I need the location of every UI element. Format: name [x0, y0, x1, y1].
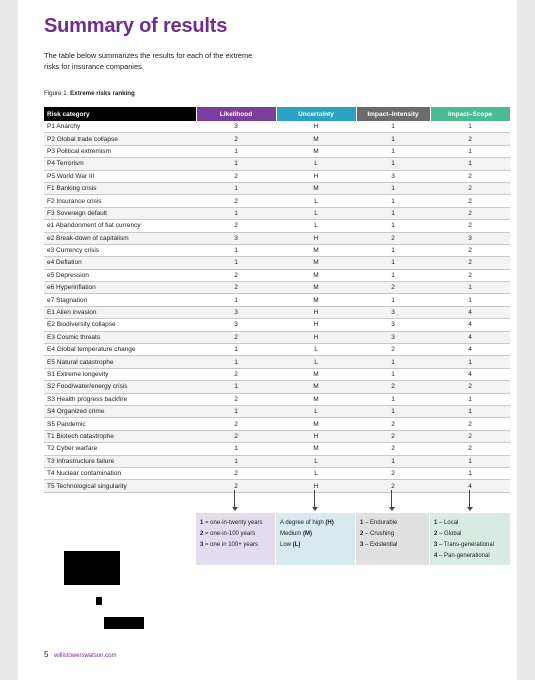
table-row — [44, 467, 510, 479]
risk-category-cell: S4 Organized crime — [44, 405, 196, 417]
risk-category-cell: T5 Technological singularity — [44, 480, 196, 492]
legend-line — [280, 529, 355, 540]
uncertainty-cell: L — [276, 405, 356, 417]
likelihood-cell: 1 — [196, 182, 276, 194]
uncertainty-cell: L — [276, 207, 356, 219]
legend-line — [434, 551, 510, 562]
legend-text: – Endurable — [363, 520, 398, 526]
risk-category-cell: P5 World War III — [44, 170, 196, 182]
legend-text: A degree of high — [280, 520, 326, 526]
likelihood-cell: 1 — [196, 344, 276, 356]
likelihood-cell: 2 — [196, 418, 276, 430]
intensity-cell: 3 — [356, 170, 430, 182]
document-page — [18, 0, 517, 680]
intensity-cell: 1 — [356, 405, 430, 417]
table-row — [44, 158, 510, 170]
likelihood-cell: 3 — [196, 121, 276, 133]
uncertainty-cell: L — [276, 158, 356, 170]
scope-cell: 2 — [430, 430, 510, 442]
legend-line — [360, 518, 429, 529]
likelihood-cell: 2 — [196, 269, 276, 281]
table-row — [44, 133, 510, 145]
table-row — [44, 257, 510, 269]
legend-text: – Trans-generational — [437, 542, 495, 548]
risk-category-cell: F2 Insurance crisis — [44, 195, 196, 207]
intensity-cell: 1 — [356, 356, 430, 368]
intensity-cell: 1 — [356, 182, 430, 194]
scope-cell: 2 — [430, 418, 510, 430]
table-row — [44, 443, 510, 455]
risk-category-cell: E3 Cosmic threats — [44, 331, 196, 343]
legend-text: = one-in-twenty years — [203, 520, 263, 526]
scope-cell: 2 — [430, 269, 510, 281]
uncertainty-cell: L — [276, 220, 356, 232]
legend-key: (L) — [292, 542, 301, 548]
table-row — [44, 207, 510, 219]
legend-line — [434, 529, 510, 540]
intensity-cell: 1 — [356, 393, 430, 405]
uncertainty-cell: H — [276, 480, 356, 492]
risk-category-cell: E4 Global temperature change — [44, 344, 196, 356]
scope-cell: 4 — [430, 344, 510, 356]
legend-text: – Existential — [363, 542, 398, 548]
likelihood-cell: 2 — [196, 430, 276, 442]
intensity-cell: 2 — [356, 381, 430, 393]
legend-text: Medium — [280, 531, 304, 537]
likelihood-cell: 1 — [196, 244, 276, 256]
risk-category-cell: P2 Global trade collapse — [44, 133, 196, 145]
legend-line — [360, 529, 429, 540]
legend-line — [200, 529, 275, 540]
risk-category-cell: e4 Deflation — [44, 257, 196, 269]
risk-category-cell: F3 Sovereign default — [44, 207, 196, 219]
likelihood-cell: 1 — [196, 443, 276, 455]
table-row — [44, 418, 510, 430]
intensity-cell: 1 — [356, 158, 430, 170]
scope-cell: 1 — [430, 145, 510, 157]
likelihood-cell: 3 — [196, 232, 276, 244]
likelihood-cell: 2 — [196, 220, 276, 232]
table-row — [44, 356, 510, 368]
uncertainty-cell: M — [276, 244, 356, 256]
intensity-cell: 1 — [356, 207, 430, 219]
intensity-cell: 3 — [356, 331, 430, 343]
risk-category-cell: e3 Currency crisis — [44, 244, 196, 256]
legend-key: 2 — [360, 531, 364, 537]
likelihood-cell: 1 — [196, 455, 276, 467]
scope-cell: 2 — [430, 257, 510, 269]
uncertainty-cell: H — [276, 306, 356, 318]
scope-arrow — [469, 490, 470, 508]
page-footer — [44, 650, 116, 659]
likelihood-cell: 2 — [196, 393, 276, 405]
risk-category-cell: T4 Nuclear contamination — [44, 467, 196, 479]
intensity-cell: 1 — [356, 257, 430, 269]
uncertainty-cell: H — [276, 319, 356, 331]
likelihood-cell: 2 — [196, 195, 276, 207]
table-row — [44, 282, 510, 294]
risk-category-cell: S2 Food/water/energy crisis — [44, 381, 196, 393]
uncertainty-cell: H — [276, 232, 356, 244]
intensity-cell: 1 — [356, 220, 430, 232]
uncertainty-cell: M — [276, 257, 356, 269]
likelihood-cell: 1 — [196, 356, 276, 368]
page-title: Summary of results — [44, 15, 228, 37]
scope-cell: 4 — [430, 331, 510, 343]
scope-cell: 2 — [430, 170, 510, 182]
legend-key: 4 — [434, 553, 438, 559]
redaction-block — [104, 617, 144, 629]
likelihood-cell: 1 — [196, 158, 276, 170]
legend-text: – Pan-generational — [437, 553, 490, 559]
table-header-row — [44, 107, 510, 121]
table-row — [44, 121, 510, 133]
likelihood-cell: 2 — [196, 467, 276, 479]
risk-ranking-table — [44, 107, 511, 493]
uncertainty-cell: M — [276, 133, 356, 145]
header-uncertainty: Uncertainty — [276, 107, 356, 121]
legend-line — [360, 540, 429, 551]
intensity-cell: 1 — [356, 244, 430, 256]
scope-cell: 1 — [430, 282, 510, 294]
scope-cell: 2 — [430, 244, 510, 256]
scope-cell: 2 — [430, 195, 510, 207]
table-row — [44, 195, 510, 207]
footer-url[interactable]: willistowerswatson.com — [54, 653, 117, 659]
legend-key: 1 — [360, 520, 364, 526]
table-row — [44, 220, 510, 232]
table-row — [44, 430, 510, 442]
table-body — [44, 121, 510, 492]
uncertainty-cell: H — [276, 170, 356, 182]
table-row — [44, 145, 510, 157]
intensity-cell: 2 — [356, 282, 430, 294]
uncertainty-cell: M — [276, 182, 356, 194]
uncertainty-cell: M — [276, 269, 356, 281]
table-row — [44, 405, 510, 417]
legend-line — [434, 518, 510, 529]
legend-line — [280, 540, 355, 551]
legend-key: 2 — [434, 531, 438, 537]
risk-category-cell: e7 Stagnation — [44, 294, 196, 306]
figure-title: Extreme risks ranking — [70, 90, 135, 97]
risk-category-cell: e1 Abandonment of fiat currency — [44, 220, 196, 232]
uncertainty-cell: H — [276, 430, 356, 442]
intensity-cell: 1 — [356, 368, 430, 380]
likelihood-cell: 1 — [196, 405, 276, 417]
intensity-cell: 1 — [356, 195, 430, 207]
intensity-cell: 1 — [356, 269, 430, 281]
legend-line — [200, 518, 275, 529]
uncertainty-cell: M — [276, 145, 356, 157]
intensity-cell: 2 — [356, 430, 430, 442]
likelihood-cell: 2 — [196, 331, 276, 343]
likelihood-arrow — [234, 490, 235, 508]
likelihood-cell: 2 — [196, 133, 276, 145]
risk-category-cell: S3 Health progress backfire — [44, 393, 196, 405]
uncertainty-cell: M — [276, 443, 356, 455]
scope-cell: 1 — [430, 467, 510, 479]
likelihood-cell: 1 — [196, 207, 276, 219]
scope-cell: 1 — [430, 455, 510, 467]
uncertainty-cell: L — [276, 344, 356, 356]
legend-key: (H) — [325, 520, 334, 526]
intensity-cell: 1 — [356, 145, 430, 157]
likelihood-cell: 1 — [196, 257, 276, 269]
scope-cell: 2 — [430, 381, 510, 393]
scope-cell: 2 — [430, 182, 510, 194]
risk-category-cell: S5 Pandemic — [44, 418, 196, 430]
legend-key: 1 — [200, 520, 204, 526]
scope-cell: 1 — [430, 393, 510, 405]
legend-key: 1 — [434, 520, 438, 526]
likelihood-cell: 3 — [196, 319, 276, 331]
scope-cell: 4 — [430, 480, 510, 492]
intensity-legend — [356, 513, 429, 565]
table-row — [44, 306, 510, 318]
uncertainty-cell: H — [276, 121, 356, 133]
legend-line — [280, 518, 355, 529]
figure-label: Figure 1. — [44, 90, 69, 97]
uncertainty-cell: M — [276, 282, 356, 294]
table-row — [44, 244, 510, 256]
likelihood-cell: 2 — [196, 480, 276, 492]
scope-cell: 1 — [430, 356, 510, 368]
uncertainty-legend — [276, 513, 355, 565]
likelihood-cell: 3 — [196, 306, 276, 318]
uncertainty-cell: M — [276, 381, 356, 393]
intensity-cell: 3 — [356, 306, 430, 318]
figure-caption — [44, 90, 135, 97]
legend-key: 3 — [434, 542, 438, 548]
intensity-cell: 1 — [356, 294, 430, 306]
uncertainty-cell: L — [276, 455, 356, 467]
likelihood-cell: 2 — [196, 368, 276, 380]
intensity-arrow — [391, 490, 392, 508]
table-row — [44, 368, 510, 380]
table-row — [44, 455, 510, 467]
legend-text: – Crushing — [363, 531, 395, 537]
scope-cell: 1 — [430, 121, 510, 133]
likelihood-cell: 2 — [196, 282, 276, 294]
scope-cell: 2 — [430, 207, 510, 219]
legend-line — [434, 540, 510, 551]
risk-category-cell: P4 Terrorism — [44, 158, 196, 170]
likelihood-cell: 2 — [196, 170, 276, 182]
uncertainty-cell: M — [276, 393, 356, 405]
table-row — [44, 294, 510, 306]
legend-text: = one-in-100 years — [203, 531, 256, 537]
scope-cell: 2 — [430, 443, 510, 455]
table-row — [44, 269, 510, 281]
table-row — [44, 393, 510, 405]
risk-category-cell: e2 Break-down of capitalism — [44, 232, 196, 244]
legend-key: (M) — [303, 531, 313, 537]
uncertainty-cell: M — [276, 418, 356, 430]
scope-cell: 4 — [430, 368, 510, 380]
uncertainty-cell: M — [276, 294, 356, 306]
risk-category-cell: S1 Extreme longevity — [44, 368, 196, 380]
table-row — [44, 319, 510, 331]
risk-category-cell: F1 Banking crisis — [44, 182, 196, 194]
risk-category-cell: T1 Biotech catastrophe — [44, 430, 196, 442]
table-row — [44, 480, 510, 492]
header-impact-scope: Impact–Scope — [430, 107, 510, 121]
uncertainty-cell: L — [276, 467, 356, 479]
risk-category-cell: P3 Political extremism — [44, 145, 196, 157]
intensity-cell: 1 — [356, 455, 430, 467]
uncertainty-cell: H — [276, 331, 356, 343]
page-number: 5 — [44, 650, 49, 659]
legend-text: – Local — [437, 520, 459, 526]
scope-cell: 2 — [430, 220, 510, 232]
legend-key: 3 — [360, 542, 364, 548]
legend-line — [200, 540, 275, 551]
redaction-block — [96, 597, 102, 605]
risk-category-cell: T2 Cyber warfare — [44, 443, 196, 455]
uncertainty-cell: L — [276, 356, 356, 368]
legend-text: – Global — [437, 531, 462, 537]
intensity-cell: 2 — [356, 467, 430, 479]
intensity-cell: 3 — [356, 319, 430, 331]
scope-cell: 2 — [430, 133, 510, 145]
scope-cell: 3 — [430, 232, 510, 244]
scope-cell: 1 — [430, 294, 510, 306]
intensity-cell: 2 — [356, 480, 430, 492]
likelihood-cell: 1 — [196, 294, 276, 306]
uncertainty-arrow — [314, 490, 315, 508]
scope-cell: 1 — [430, 158, 510, 170]
intro-paragraph: The table below summarizes the results for each of the extreme risks for insurance companies. — [44, 51, 253, 71]
intensity-cell: 1 — [356, 121, 430, 133]
header-impact-intensity: Impact–Intensity — [356, 107, 430, 121]
legend-key: 2 — [200, 531, 204, 537]
scope-cell: 4 — [430, 319, 510, 331]
legend-text: = one in 100+ years — [203, 542, 259, 548]
intensity-cell: 2 — [356, 443, 430, 455]
risk-category-cell: e6 Hyperinflation — [44, 282, 196, 294]
intensity-cell: 1 — [356, 133, 430, 145]
legend-text: Low — [280, 542, 293, 548]
redaction-block — [64, 551, 120, 585]
table-row — [44, 170, 510, 182]
table-row — [44, 331, 510, 343]
legend-key: 3 — [200, 542, 204, 548]
risk-category-cell: e5 Depression — [44, 269, 196, 281]
scope-cell: 1 — [430, 405, 510, 417]
table-row — [44, 344, 510, 356]
risk-category-cell: E2 Biodiversity collapse — [44, 319, 196, 331]
uncertainty-cell: M — [276, 368, 356, 380]
risk-category-cell: P1 Anarchy — [44, 121, 196, 133]
intensity-cell: 2 — [356, 232, 430, 244]
likelihood-legend — [196, 513, 275, 565]
intensity-cell: 2 — [356, 418, 430, 430]
header-risk-category: Risk category — [44, 107, 196, 121]
likelihood-cell: 1 — [196, 145, 276, 157]
likelihood-cell: 1 — [196, 381, 276, 393]
uncertainty-cell: L — [276, 195, 356, 207]
risk-category-cell: E1 Alien invasion — [44, 306, 196, 318]
table-row — [44, 232, 510, 244]
header-likelihood: Likelihood — [196, 107, 276, 121]
intensity-cell: 2 — [356, 344, 430, 356]
scope-cell: 4 — [430, 306, 510, 318]
table-row — [44, 381, 510, 393]
table-row — [44, 182, 510, 194]
risk-category-cell: E5 Natural catastrophe — [44, 356, 196, 368]
risk-category-cell: T3 Infrastructure failure — [44, 455, 196, 467]
scope-legend — [430, 513, 510, 565]
